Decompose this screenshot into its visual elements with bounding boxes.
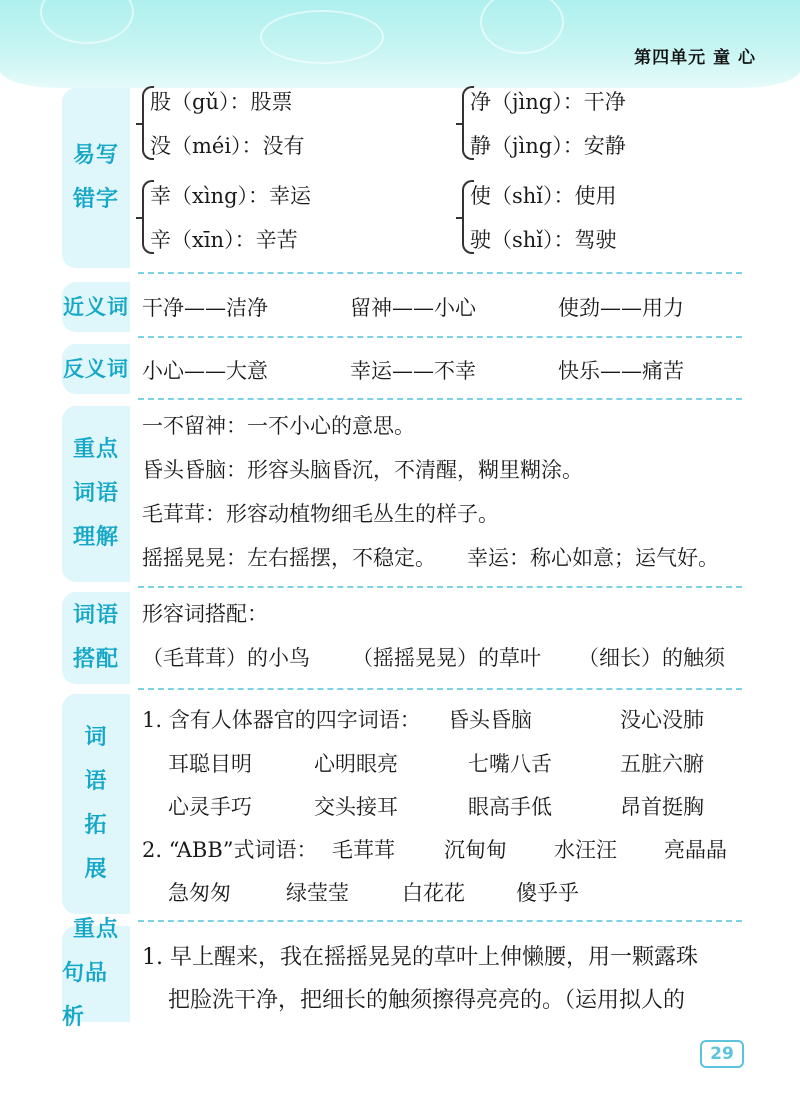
key-word-definition: 幸运：称心如意；运气好。 <box>467 546 719 570</box>
antonym-pair: 幸运——不幸 <box>350 359 476 383</box>
expansion-word: 没心没肺 <box>620 708 704 732</box>
category-antonyms <box>62 344 130 394</box>
decorative-doodle <box>40 0 134 44</box>
unit-title: 第四单元 童 心 <box>634 48 756 68</box>
sentence-line: 1. 早上醒来，我在摇摇晃晃的草叶上伸懒腰，用一颗露珠 <box>142 945 698 970</box>
easy-wrong-item: 驶（shǐ）：驾驶 <box>470 228 617 252</box>
expansion-word: 七嘴八舌 <box>468 752 552 776</box>
expansion-word: 昏头昏脑 <box>448 708 532 732</box>
expansion-word: 傻乎乎 <box>516 881 579 905</box>
key-word-definition: 昏头昏脑：形容头脑昏沉，不清醒，糊里糊涂。 <box>142 458 583 482</box>
key-word-definition: 一不留神：一不小心的意思。 <box>142 414 415 438</box>
expansion-word: 心明眼亮 <box>314 752 398 776</box>
collocation-item: （细长）的触须 <box>578 646 725 670</box>
expansion-word: 亮晶晶 <box>664 838 727 862</box>
category-synonyms <box>62 282 130 332</box>
expansion-word: 心灵手巧 <box>168 795 252 819</box>
category-label: 词 <box>84 725 108 750</box>
collocation-item: （摇摇晃晃）的草叶 <box>352 646 541 670</box>
easy-wrong-item: 股（gǔ）：股票 <box>150 90 293 114</box>
category-label: 语 <box>84 769 108 794</box>
collocation-item: （毛茸茸）的小鸟 <box>142 646 310 670</box>
section-divider <box>138 336 742 338</box>
collocation-title: 形容词搭配： <box>142 602 268 626</box>
category-easy-wrong <box>62 88 130 268</box>
category-label: 拓 <box>84 813 108 838</box>
decorative-doodle <box>480 0 564 54</box>
expansion-word: 毛茸茸 <box>332 838 395 862</box>
category-key-sentences <box>62 917 130 1030</box>
easy-wrong-item: 使（shǐ）：使用 <box>470 184 617 208</box>
antonym-pair: 快乐——痛苦 <box>558 359 684 383</box>
category-collocation <box>62 592 130 684</box>
expansion-word: 昂首挺胸 <box>620 795 704 819</box>
expansion-word: 水汪汪 <box>554 838 617 862</box>
easy-wrong-item: 静（jìng）：安静 <box>470 134 626 158</box>
synonym-pair: 使劲——用力 <box>558 296 684 320</box>
category-label: 错字 <box>72 187 119 212</box>
category-label: 反义词 <box>63 357 129 381</box>
header-band <box>0 0 800 88</box>
category-label: 搭配 <box>72 647 119 672</box>
section-divider <box>138 920 742 922</box>
expansion-line-2-prefix: 2. “ABB”式词语： <box>142 838 318 862</box>
synonym-pair: 留神——小心 <box>350 296 476 320</box>
category-label: 易写 <box>72 143 119 168</box>
expansion-word: 绿莹莹 <box>286 881 349 905</box>
expansion-word: 五脏六腑 <box>620 752 704 776</box>
easy-wrong-item: 净（jìng）：干净 <box>470 90 626 114</box>
expansion-word: 白花花 <box>402 881 465 905</box>
expansion-word: 交头接耳 <box>314 795 398 819</box>
expansion-line-1-prefix: 1. 含有人体器官的四字词语： <box>142 708 421 732</box>
easy-wrong-item: 没（méi）：没有 <box>150 134 305 158</box>
section-divider <box>138 398 742 400</box>
category-label: 重点 <box>72 917 119 942</box>
section-divider <box>138 272 742 274</box>
page-number: 29 <box>700 1040 744 1068</box>
expansion-word: 耳聪目明 <box>168 752 252 776</box>
category-key-words <box>62 406 130 582</box>
section-divider <box>138 688 742 690</box>
category-label: 词语 <box>72 603 119 628</box>
category-label: 句品析 <box>62 961 109 1030</box>
expansion-word: 急匆匆 <box>168 881 231 905</box>
key-word-definition: 摇摇晃晃：左右摇摆，不稳定。 <box>142 546 436 570</box>
category-label: 重点 <box>72 437 119 462</box>
category-label: 理解 <box>72 525 119 550</box>
category-expansion <box>62 694 130 914</box>
antonym-pair: 小心——大意 <box>142 359 268 383</box>
decorative-doodle <box>260 10 384 64</box>
easy-wrong-item: 幸（xìng）：幸运 <box>150 184 312 208</box>
section-divider <box>138 586 742 588</box>
category-label: 展 <box>84 857 108 882</box>
synonym-pair: 干净——洁净 <box>142 296 268 320</box>
expansion-word: 沉甸甸 <box>444 838 507 862</box>
expansion-word: 眼高手低 <box>468 795 552 819</box>
easy-wrong-item: 辛（xīn）：辛苦 <box>150 228 298 252</box>
category-label: 近义词 <box>63 295 129 319</box>
category-label: 词语 <box>72 481 119 506</box>
key-word-definition: 毛茸茸：形容动植物细毛丛生的样子。 <box>142 502 499 526</box>
sentence-line: 把脸洗干净，把细长的触须擦得亮亮的。（运用拟人的 <box>168 988 686 1013</box>
